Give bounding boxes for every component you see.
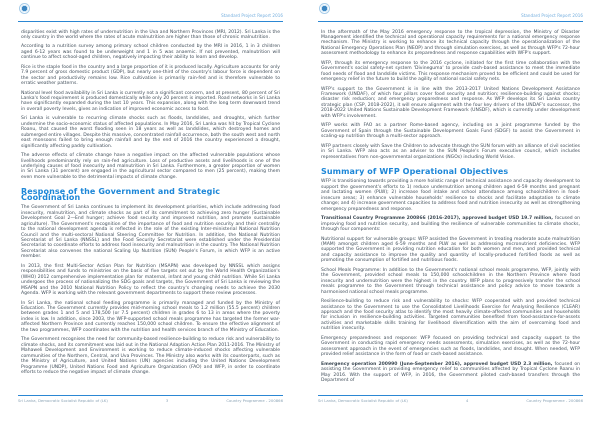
paragraph: National level food availability in Sri Lanka is currently not a significant concern, and at present, 80 percent of Sri Lanka's food requirement is produced domestically while only 20 percent is imported. Road networks in Sri Lanka have significantly expanded during the last 10 years. This expansion, along with the long term downward trend in overall poverty levels, gives an indication of improved economic access to food. — [21, 90, 280, 112]
paragraph: School Meals Programme: In addition to the Government's national school meals programme, WFP, jointly with the Government, provided school meals to 150,000 schoolchildren in the Northern Province where food insecurity and undernutrition were the highest in the country. WFP plans to progressively transfer the school meals programme to the Government through technical assistance and policy advice to move towards a harmonised national school meals programme. — [321, 267, 580, 295]
paragraph: Emergency preparedness and response: WFP focused on providing technical and capacity support to the Government in conducting rapid emergency needs assessments, simulation exercises, as well as the 72-hour assessment approach in the event of emergencies such as floods, landslides, and drought. When needed, WFP provided relief assistance in the form of food or cash-based assistance. — [321, 335, 580, 358]
wfp-emblem-icon — [19, 3, 30, 14]
paragraph-bold-lead: Transitional Country Programme 200866 (2016-2017), approved budget USD 19.7 million, — [321, 216, 555, 222]
wfp-emblem-icon — [319, 3, 330, 14]
page-content — [21, 30, 280, 376]
paragraph: Nutritional support for vulnerable groups: WFP assisted the Government in treating moderate acute malnutrition (MAM) amongst children aged 6-59 months and PLW as well as addressing micronutrient deficiencies. WFP supported the Government in providing nutrition education for both women and men, and provided technical and capacity assistance to improve the quality and quantity of locally-produced fortified foods as well as promoting the consumption of fortified and nutritious foods. — [321, 236, 580, 264]
page-header — [18, 0, 283, 22]
page-footer — [318, 395, 583, 403]
paragraph: The adverse effects of climate change have a negative impact on the affected vulnerable populations whose livelihoods predominantly rely on rain-fed agriculture. Loss of productive assets and livelihoods is one of the underlying causes of food insecurity and malnutrition in Sri Lanka. Furthermore, a greater proportion of women in Sri Lanka (31 percent) are engaged in the agricultural sector compared to men (25 percent), making them even more vulnerable to the detrimental impacts of climate change. — [21, 153, 280, 180]
paragraph: WFP's support to the Government is in line with the 2013-2017 United Nations Development Assistance Framework (UNDAF), of which four pillars cover food security and nutrition; resilience-building against shocks; disaster risk reduction; and emergency preparedness and response. As WFP develops its Sri Lanka country strategic plan (CSP, 2018-2022), it will ensure alignment with the four key drivers of the UNDAF's successor, the 2018-2022 United Nations Sustainable Development Framework (UNSDF), which is currently under development with WFP's involvement. — [321, 86, 580, 119]
footer-left: Sri Lanka, Democratic Socialist Republic of (LK) — [18, 398, 108, 403]
paragraph-bold-lead: Emergency operation 200990 (June-September 2016), approved budget USD 2.3 million, — [321, 361, 555, 367]
paragraph: Resilience-building to reduce risk and vulnerability to shocks: WFP cooperated with and provided technical assistance to the Government to use the Consolidated Livelihoods Exercise for Analysing Resilience (CLEAR) approach and the food security atlas to identify the most heavily climate-affected communities and households for inclusion in resilience-building activities. Targeted communities benefited from food-assistance-for-assets activities and marketable skills training for livelihood diversification with the aim of overcoming food and nutrition insecurity. — [321, 299, 580, 332]
footer-page-number: 3 — [165, 398, 169, 403]
paragraph: WFP is transitioning towards providing a more holistic range of technical assistance and capacity development to support the government's efforts to 1) reduce undernutrition among children aged 6-59 months and pregnant and lactating women (PLW); 2) increase food intake and school attendance among schoolchildren in food-insecure areas; 3) enhance vulnerable households' resilience to shocks and facilitate adaptation to climate change; and 4) increase government capacities to address food and nutrition insecurity as well as strengthening emergency preparedness and response. — [321, 179, 580, 212]
footer-right: Country Programme - 200866 — [526, 398, 583, 403]
paragraph: WFP partners closely with Save the Children to advocate through the SUN forum with an alliance of civil societies in Sri Lanka. WFP also acts as an adviser to the SUN People's Forum executive council, which includes representatives from non-governmental organizations (NGOs) including World Vision. — [321, 143, 580, 160]
paragraph: Sri Lanka is vulnerable to recurring climate shocks such as floods, landslides, and droughts, which further undermine the socio-economic status of affected populations. In May 2016, Sri Lanka was hit by Tropical Cyclone Roanu, that caused the worst flooding seen in 18 years as well as landslides, which destroyed homes and submerged entire villages. Despite this massive, concentrated rainfall occurrence, both the south west and north east monsoons failed to bring enough rainfall and by the end of 2016 the country experienced a drought, significantly affecting paddy cultivation. — [21, 116, 280, 149]
page-footer — [18, 395, 283, 403]
page-right — [300, 0, 600, 424]
footer-page-number: 4 — [465, 398, 469, 403]
paragraph: Emergency operation 200990 (June-September 2016), approved budget USD 2.3 million, focused on assisting the Government in providing emergency relief to communities affected by Tropical Cyclone Roanu in May 2016. With the support of WFP, in 2016, the Government piloted cash-based transfers through the Department of — [321, 361, 580, 383]
paragraph: WFP, through its emergency response to the 2016 cyclone, initiated for the first time collaboration with the Government's social safety-net system 'Divineguma' to provide cash-based assistance to meet the immediate food needs of flood and landslide victims. This response mechanism proved to be efficient and could be used for emergency relief in the future to build the agility of national social safety nets. — [321, 60, 580, 83]
footer-right: Country Programme - 200866 — [226, 398, 283, 403]
section-heading: Summary of WFP Operational Objectives — [321, 167, 509, 177]
paragraph: Rice is the staple food in the country and a large proportion of it is produced locally. Agriculture accounts for only 7.9 percent of gross domestic product (GDP), but nearly one-third of the country's labour force is dependent on the sector and productivity remains low. Rice cultivation is primarily rain-fed and is therefore vulnerable to erratic weather patterns. — [21, 64, 280, 87]
header-title: Standard Project Report 2016 — [221, 13, 283, 18]
page-header — [318, 0, 583, 22]
section-heading: Response of the Government and Strategic Coordination — [21, 187, 221, 202]
footer-left: Sri Lanka, Democratic Socialist Republic of (LK) — [318, 398, 408, 403]
paragraph: The Government recognises the need for community-based resilience-building to reduce risk and vulnerability to climate shocks, and its commitment was laid out in the National Adaption Action Plan 2011-2016. The Ministry of Mahaweli Development and Environment is working to reduce climate-induced shocks affecting vulnerable communities of the Northern, Central, and Uva Provinces. The Ministry also works with its counterparts, such as the Ministry of Agriculture, and United Nations (UN) agencies including the United Nations Development Programme (UNDP), United Nations Food and Agriculture Organization (FAO) and WFP, in order to coordinate efforts to reduce the negative impact of climate change. — [21, 337, 280, 375]
paragraph: WFP works with FAO as a partner Rome-based agency, including on a joint programme funded by the Government of Spain through the Sustainable Development Goals Fund (SDGF) to assist the Government in scaling-up nutrition through a multi-sector approach. — [321, 123, 580, 140]
paragraph: The Government of Sri Lanka continues to implement its development priorities, which include addressing food insecurity, malnutrition, and climate shocks as part of its commitment to achieving zero hunger (Sustainable Development Goal 2—End hunger; achieve food security and improved nutrition, and promote sustainable agriculture). The Government's recognition of the importance of food and nutrition security and their centrality to the national development agenda is reflected in the role of the existing Inter-ministerial National Nutrition Council and the multi-sectoral National Steering Committee for Nutrition. In addition, the National Nutrition Secretariat of Sri Lanka (NNSSL) and the Food Security Secretariat were established under the Presidential Secretariat to coordinate efforts to address food insecurity and malnutrition in the country. The National Nutrition Secretariat also convenes the national Scaling Up Nutrition (SUN) People's Forum, in which WFP is an active member. — [21, 205, 280, 260]
paragraph: Transitional Country Programme 200866 (2016-2017), approved budget USD 19.7 million, focused on improving food and nutrition security, and building the resilience of vulnerable communities to climate shocks, through four components: — [321, 216, 580, 233]
header-title: Standard Project Report 2016 — [521, 13, 583, 18]
paragraph: In the aftermath of the May 2016 emergency response to the tropical depression, the Ministry of Disaster Management identified the technical and operational capacity requirements for a national emergency response mechanism. The Ministry is working to enhance its technical capacity through the operationalization of the National Emergency Operations Plan (NEOP) and through simulation exercises, as well as through WFP's 72-hour assessment methodology to enhance its preparedness and response capabilities with WFP's support. — [321, 29, 580, 57]
paragraph: According to a nutrition survey among primary school children conducted by the MRI in 2016, 1 in 3 children aged 6-12 years was found to be underweight and 1 in 5 was anaemic. If not prevented, malnutrition will continue to affect school-aged children, negatively impacting their ability to learn and develop. — [21, 44, 280, 61]
paragraph: In 2013, the first Multi-Sector Action Plan for Nutrition (MSAPN) was developed by NNSSL which assigns responsibilities and funds to ministries on the basis of five targets set out by the World Health Organization's (WHO) 2012 comprehensive implementation plan for maternal, infant and young child nutrition. While Sri Lanka undergoes the process of nationalizing the SDG goals and targets, the Government of Sri Lanka is reviewing the MSAPN and the 2010 National Nutrition Policy to reflect the country's changing needs to achieve the 2030 Agenda. WFP is working with the relevant government departments to support these review processes. — [21, 263, 280, 297]
paragraph: disparities exist with high rates of undernutrition in the Uva and Northern Provinces (MRI, 2012). Sri Lanka is the only country in the world where the rates of acute malnutrition are higher than those of chronic malnutrition. — [21, 29, 280, 40]
page-content — [321, 30, 580, 384]
paragraph: In Sri Lanka, the national school feeding programme is primarily managed and funded by the Ministry of Education. The Government currently provides mid-morning school meals to 1.2 million (55.5 percent) children between grades 1 and 5 and 178,500 (or 7.5 percent) children in grades 6 to 13 in areas where the poverty index is low. In addition, since 2003, the WFP-supported school meals programme has targeted the former war-affected Northern Province and currently reaches 150,000 school children. To ensure the effective alignment of the two programmes, WFP coordinates with the nutrition and health services branch of the Ministry of Education. — [21, 300, 280, 333]
